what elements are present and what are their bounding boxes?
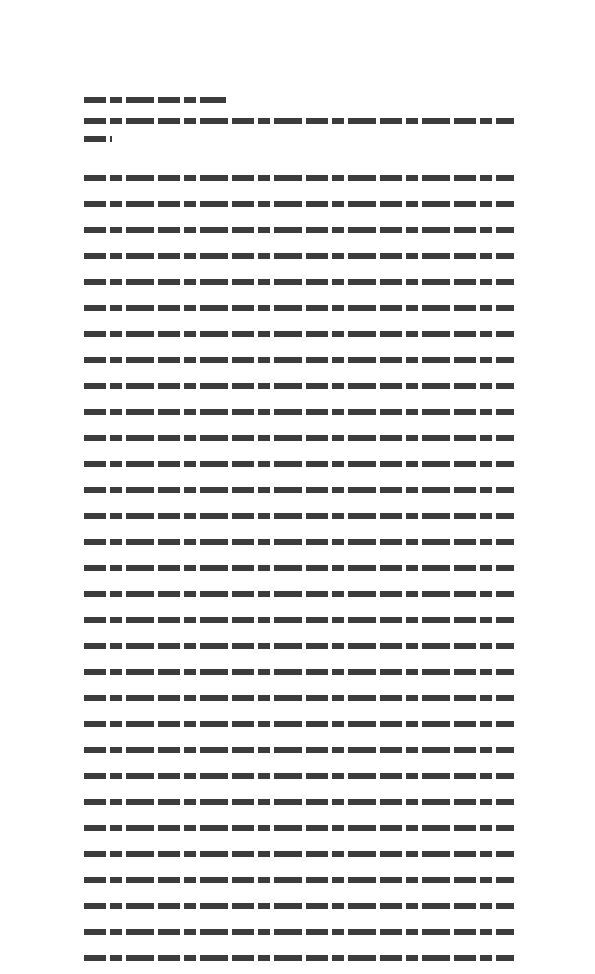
subtitle-text [84, 118, 514, 124]
body-text [84, 227, 514, 233]
body-line [84, 695, 514, 714]
body-text [84, 357, 514, 363]
body-text [84, 851, 514, 857]
body-text [84, 721, 514, 727]
body-text [84, 747, 514, 753]
body-text [84, 877, 514, 883]
title-text [84, 97, 226, 103]
body-text [84, 773, 514, 779]
document-title [84, 97, 514, 111]
body-text [84, 383, 514, 389]
body-line [84, 435, 514, 454]
body-text [84, 825, 514, 831]
body-text [84, 591, 514, 597]
body-line [84, 747, 514, 766]
body-line [84, 513, 514, 532]
body-line [84, 357, 514, 376]
body-line [84, 305, 514, 324]
body-line [84, 409, 514, 428]
body-text [84, 955, 514, 961]
body-line [84, 175, 514, 194]
body-text [84, 331, 514, 337]
body-line [84, 851, 514, 870]
body-line [84, 591, 514, 610]
body-text [84, 669, 514, 675]
body-line [84, 903, 514, 922]
body-text [84, 695, 514, 701]
body-line [84, 643, 514, 662]
subtitle-line [84, 118, 514, 132]
body-text [84, 643, 514, 649]
body-text [84, 617, 514, 623]
body-text [84, 929, 514, 935]
body-line [84, 539, 514, 558]
body-text [84, 799, 514, 805]
body-text [84, 175, 514, 181]
body-line [84, 825, 514, 844]
body-line [84, 253, 514, 272]
body-line [84, 383, 514, 402]
body-text [84, 201, 514, 207]
body-text [84, 253, 514, 259]
body-text [84, 539, 514, 545]
body-line [84, 461, 514, 480]
body-line [84, 201, 514, 220]
body-text [84, 461, 514, 467]
body-text [84, 513, 514, 519]
body-line [84, 877, 514, 896]
subtitle-text [84, 136, 112, 142]
body-line [84, 773, 514, 792]
body-line [84, 617, 514, 636]
body-text [84, 305, 514, 311]
body-line [84, 721, 514, 740]
document-body [84, 175, 514, 974]
body-line [84, 799, 514, 818]
body-line [84, 669, 514, 688]
body-text [84, 903, 514, 909]
body-line [84, 227, 514, 246]
body-line [84, 955, 514, 974]
body-text [84, 487, 514, 493]
body-text [84, 565, 514, 571]
body-line [84, 565, 514, 584]
body-line [84, 331, 514, 350]
body-text [84, 435, 514, 441]
body-line [84, 487, 514, 506]
subtitle-line [84, 136, 514, 150]
body-line [84, 929, 514, 948]
body-line [84, 279, 514, 298]
body-text [84, 279, 514, 285]
body-text [84, 409, 514, 415]
